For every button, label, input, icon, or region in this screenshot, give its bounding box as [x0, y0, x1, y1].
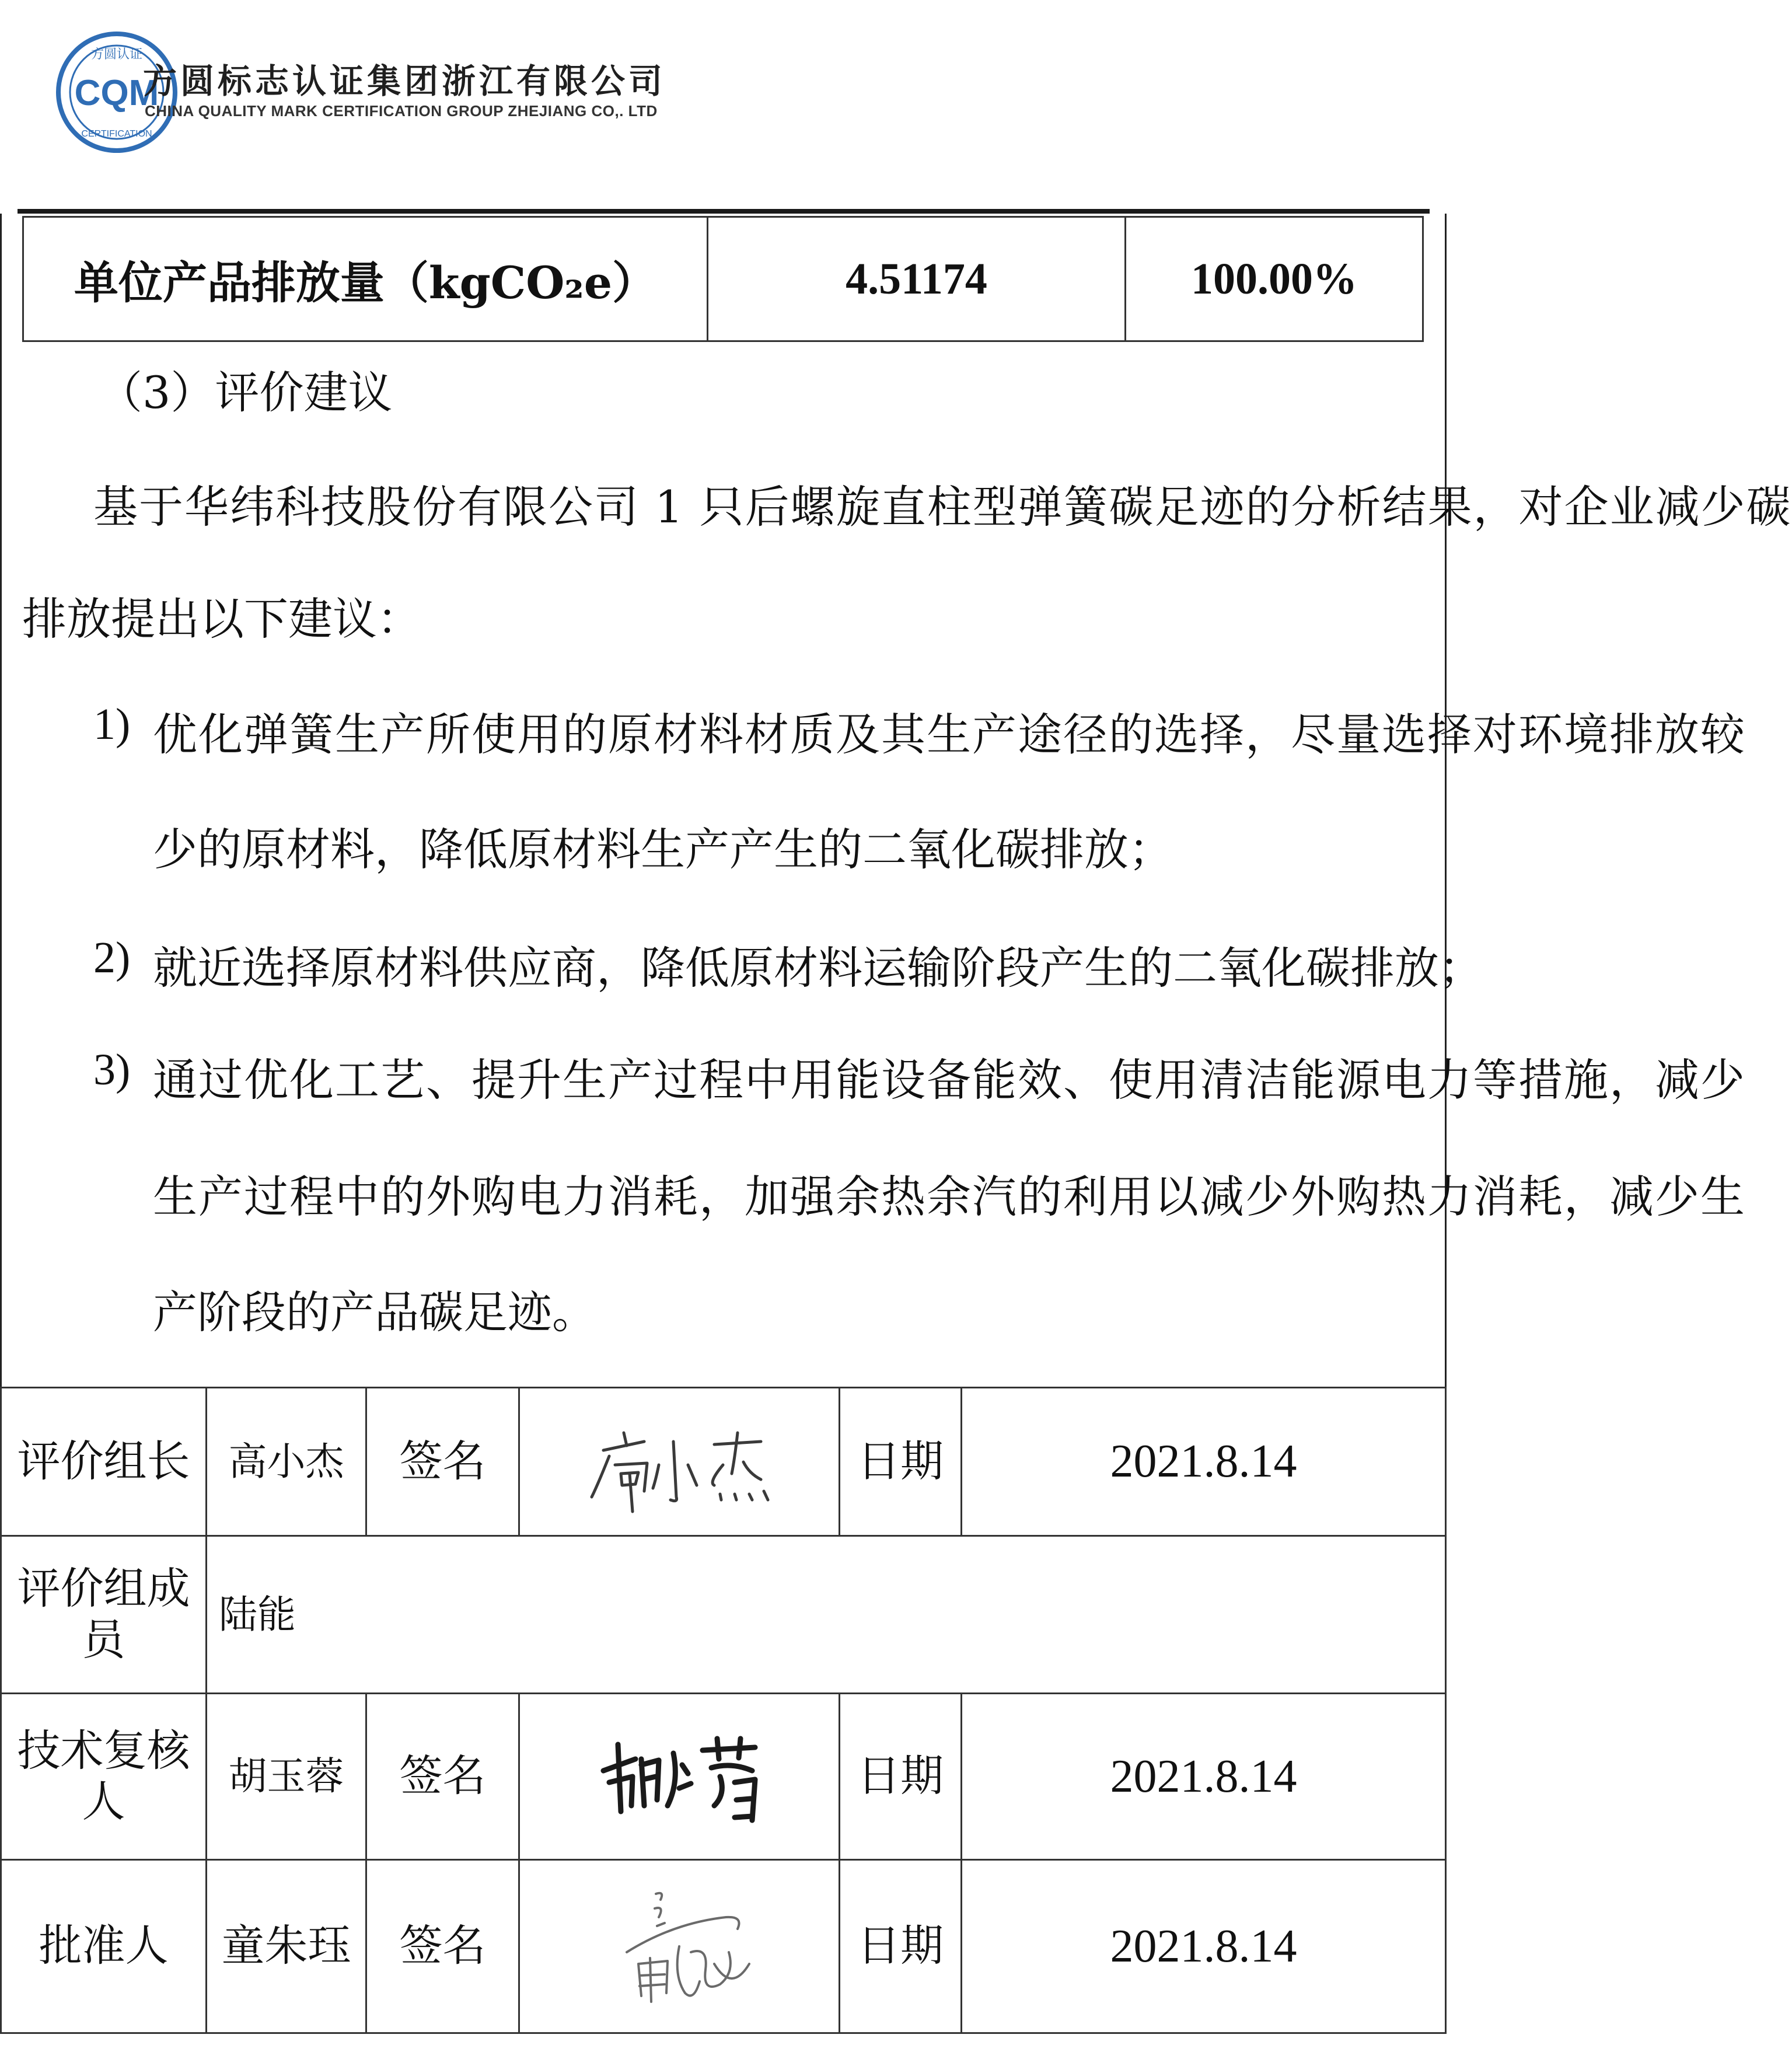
- sign-label: 签名: [399, 1751, 486, 1802]
- table-line: [1445, 1387, 1447, 2034]
- table-line: [0, 2032, 1447, 2034]
- frame-left-border: [0, 214, 2, 1387]
- item-1-line-2: 少的原材料，降低原材料生产产生的二氧化碳排放；: [153, 823, 1173, 875]
- name-lead: 高小杰: [228, 1439, 344, 1484]
- logo-ring-top: 方圆认证: [90, 47, 143, 62]
- role-reviewer-line-1: 技术复核: [17, 1725, 190, 1776]
- item-number: 3): [93, 1045, 131, 1094]
- signature-lead: [520, 1388, 839, 1535]
- date-label: 日期: [857, 1921, 944, 1971]
- sign-label: 签名: [399, 1436, 486, 1486]
- role-member: [2, 1537, 205, 1692]
- role-reviewer: [2, 1694, 205, 1859]
- date-approver: 2021.8.14: [1110, 1920, 1297, 1972]
- date-reviewer: 2021.8.14: [1110, 1750, 1297, 1802]
- item-3-line-1: 通过优化工艺、提升生产过程中用能设备能效、使用清洁能源电力等措施，减少: [153, 1054, 1746, 1106]
- item-2-line-1: 就近选择原材料供应商，降低原材料运输阶段产生的二氧化碳排放；: [153, 942, 1483, 994]
- summary-percent: 100.00%: [1191, 254, 1357, 303]
- role-member-line-1: 评价组成: [17, 1564, 190, 1614]
- signature-reviewer: [520, 1694, 839, 1859]
- company-name-cn: 方圆标志认证集团浙江有限公司: [143, 61, 666, 101]
- intro-line-2: 排放提出以下建议：: [22, 593, 421, 645]
- intro-line-1: 基于华纬科技股份有限公司 1 只后螺旋直柱型弹簧碳足迹的分析结果，对企业减少碳: [93, 481, 1792, 533]
- name-reviewer: 胡玉蓉: [228, 1754, 344, 1799]
- item-number: 2): [93, 933, 131, 982]
- name-approver: 童朱珏: [221, 1921, 351, 1971]
- item-1-line-1: 优化弹簧生产所使用的原材料材质及其生产途径的选择，尽量选择对环境排放较: [153, 709, 1746, 760]
- summary-value: 4.51174: [846, 254, 987, 303]
- role-member-line-2: 员: [82, 1614, 125, 1665]
- section-title: （3）评价建议: [98, 367, 393, 418]
- item-3-line-2: 生产过程中的外购电力消耗，加强余热余汽的利用以减少外购热力消耗，减少生: [153, 1171, 1746, 1223]
- signature-approver: [520, 1861, 839, 2032]
- header-rule: [18, 209, 1430, 214]
- date-lead: 2021.8.14: [1110, 1436, 1297, 1488]
- role-lead: 评价组长: [17, 1436, 190, 1486]
- date-label: 日期: [857, 1436, 944, 1486]
- name-member: 陆能: [219, 1592, 296, 1637]
- role-reviewer-line-2: 人: [82, 1777, 125, 1827]
- logo-text: CQM: [74, 73, 159, 113]
- sign-label: 签名: [399, 1921, 486, 1971]
- item-number: 1): [93, 700, 131, 749]
- company-name-en: CHINA QUALITY MARK CERTIFICATION GROUP ZHEJIANG CO,. LTD: [145, 102, 658, 120]
- role-approver: 批准人: [39, 1921, 169, 1971]
- item-3-line-3: 产阶段的产品碳足迹。: [153, 1286, 596, 1338]
- logo-ring-bottom: CERTIFICATION: [81, 129, 152, 139]
- summary-label: 单位产品排放量（kgCO₂e）: [74, 256, 657, 309]
- date-label: 日期: [857, 1751, 944, 1802]
